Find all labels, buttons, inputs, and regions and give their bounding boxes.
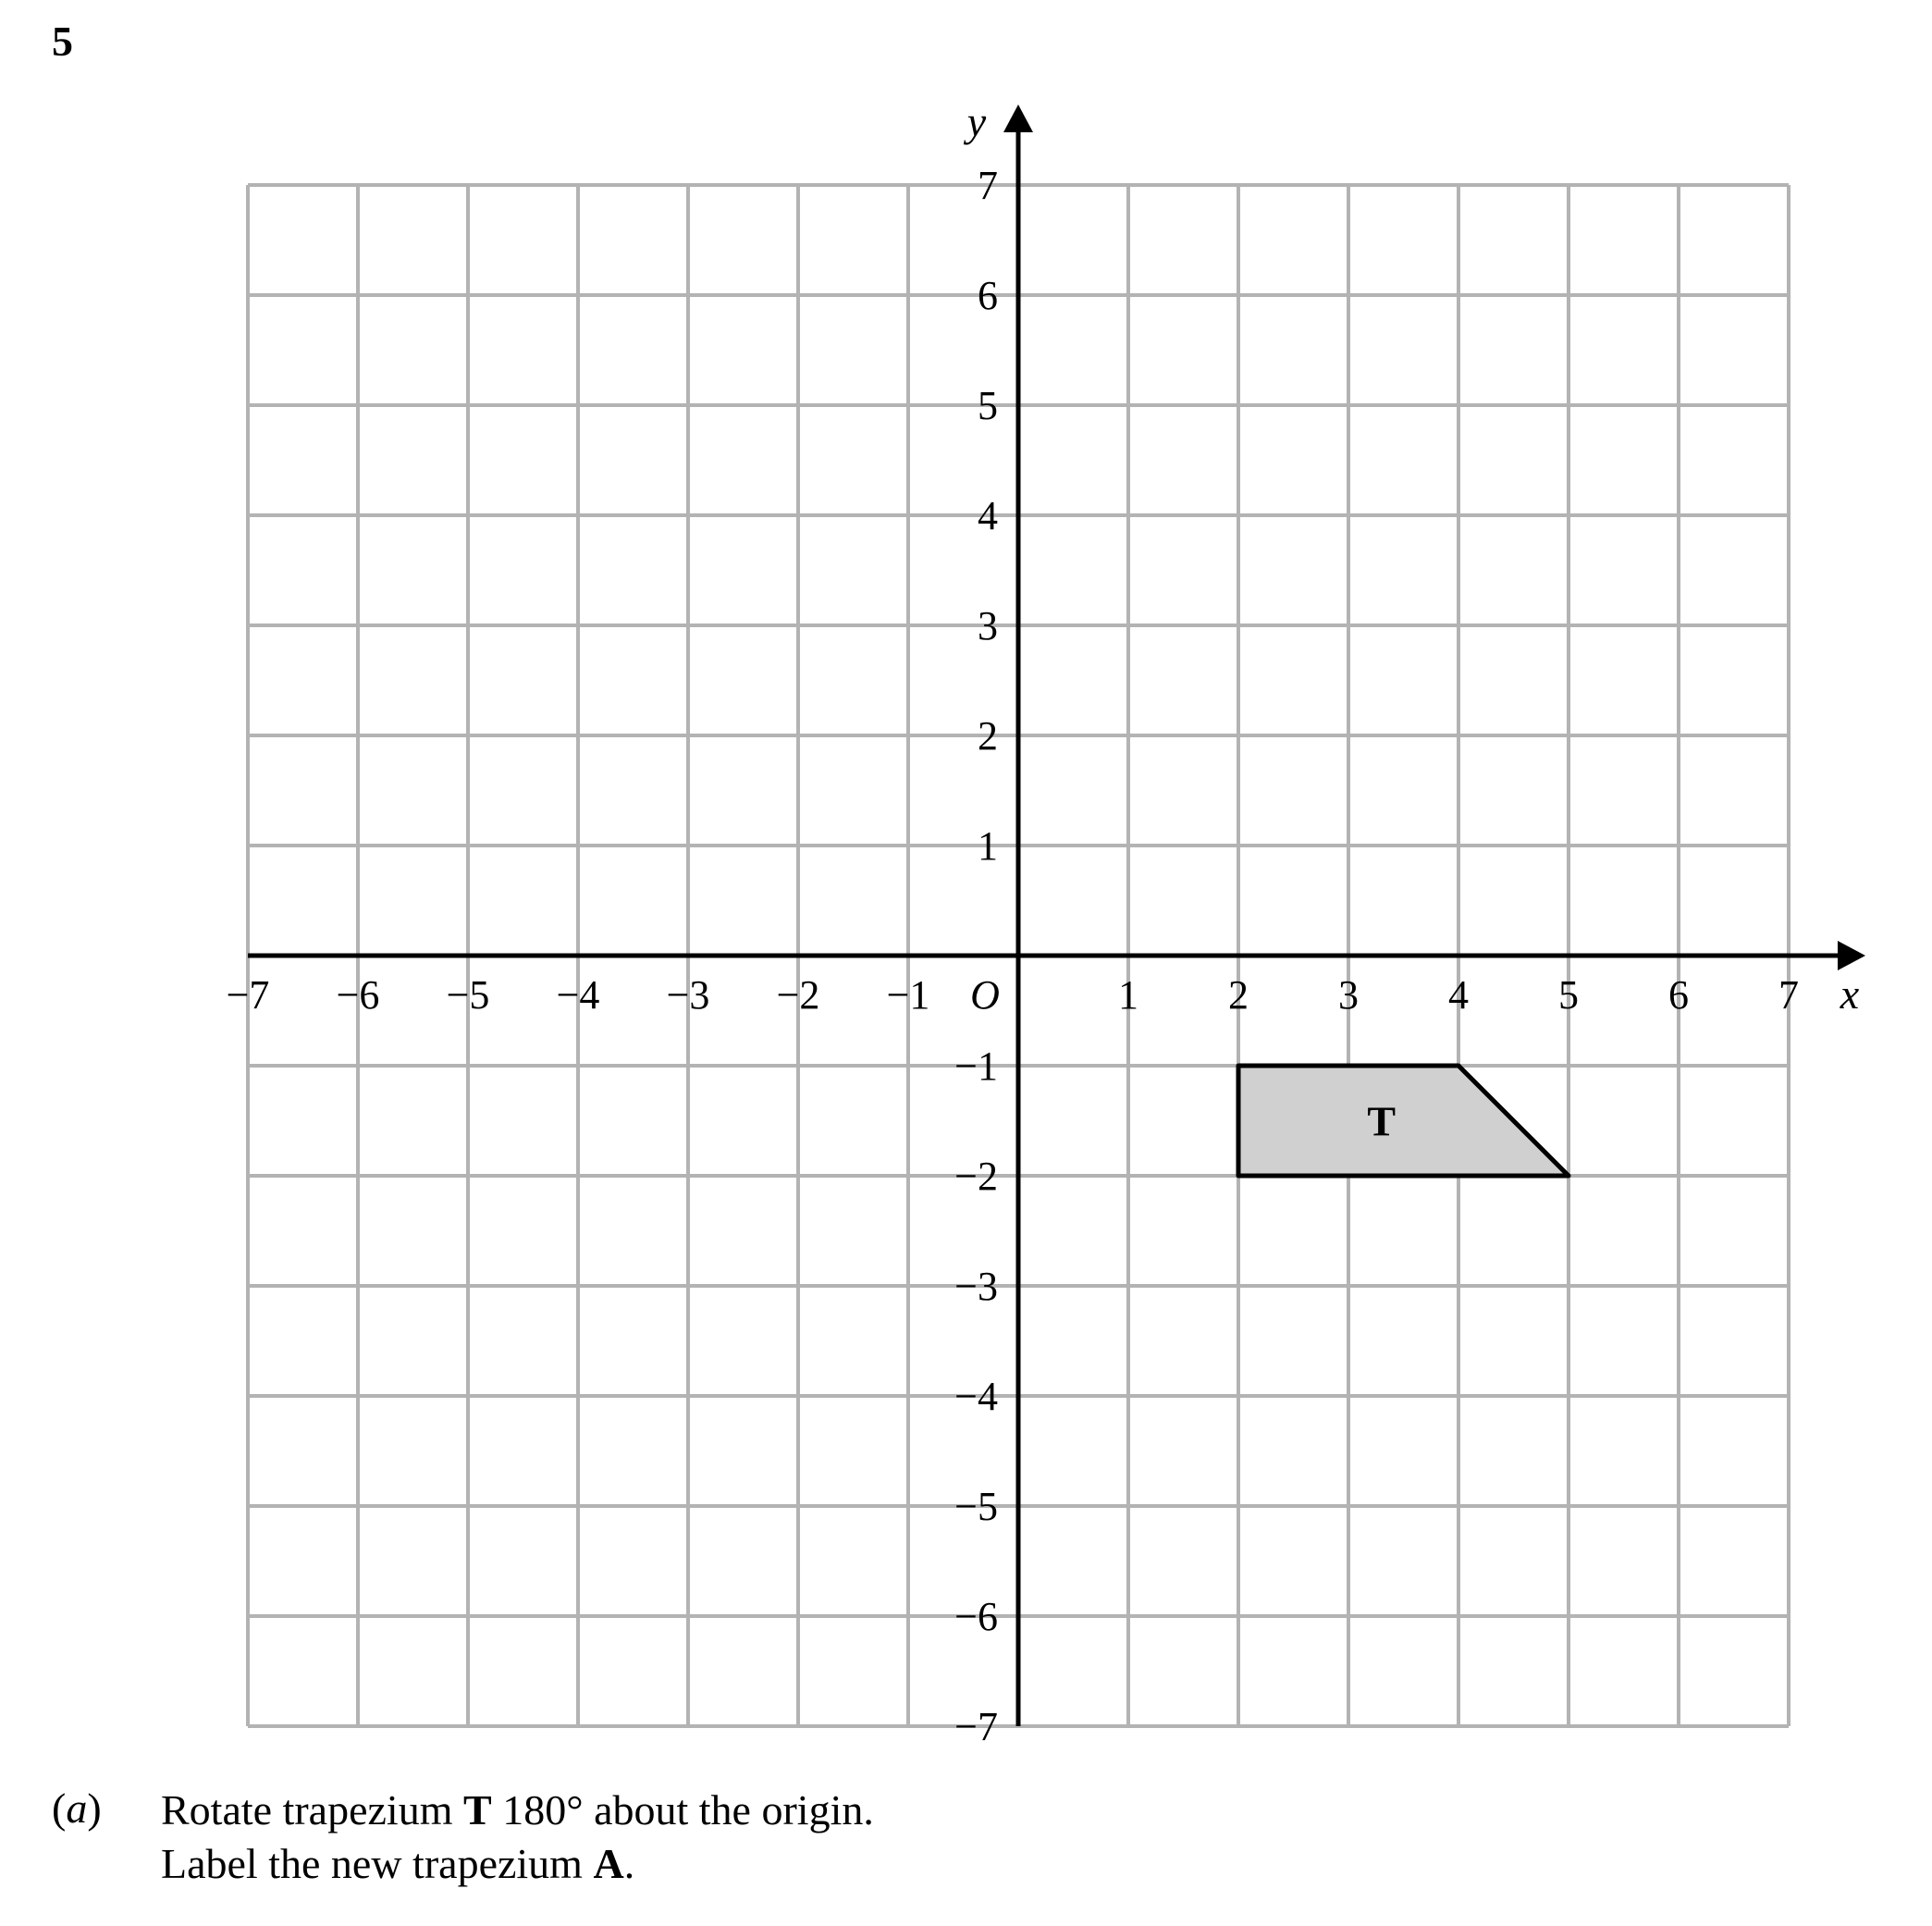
y-tick-label: −5 [954, 1484, 998, 1529]
trapezium-t-label: T [1367, 1097, 1397, 1145]
trapezium-t-ref: T [463, 1786, 492, 1833]
y-tick-label: −6 [954, 1594, 998, 1639]
x-tick-label: 3 [1338, 972, 1359, 1018]
x-tick-label: −6 [336, 972, 380, 1018]
x-tick-label: −2 [776, 972, 820, 1018]
x-tick-label: 4 [1448, 972, 1469, 1018]
x-tick-label: 2 [1228, 972, 1249, 1018]
y-tick-label: −2 [954, 1154, 998, 1199]
question-number: 5 [52, 18, 73, 65]
part-label: (a) [52, 1784, 102, 1832]
y-tick-label: 2 [978, 713, 998, 759]
trapezium-a-ref: A [593, 1840, 624, 1887]
y-tick-label: −4 [954, 1374, 998, 1419]
y-tick-label: 4 [978, 493, 998, 538]
x-tick-label: −1 [886, 972, 930, 1018]
x-tick-label: 5 [1558, 972, 1579, 1018]
x-tick-label: −4 [556, 972, 600, 1018]
axes-layer [248, 105, 1865, 1726]
x-tick-label: 7 [1778, 972, 1799, 1018]
origin-label: O [970, 972, 1000, 1018]
shape-layer [1238, 1066, 1569, 1176]
y-tick-label: 7 [978, 163, 998, 208]
instruction-line-1: Rotate trapezium T 180° about the origin. [161, 1786, 874, 1833]
x-axis-label: x [1840, 970, 1860, 1018]
part-letter: a [66, 1784, 88, 1832]
x-tick-label: 6 [1668, 972, 1689, 1018]
instruction-line-2: Label the new trapezium A. [161, 1840, 635, 1887]
tick-labels [227, 98, 1860, 1749]
x-tick-label: −3 [666, 972, 710, 1018]
x-axis-arrow-icon [1838, 941, 1865, 970]
y-tick-label: −7 [954, 1704, 998, 1749]
y-tick-label: 3 [978, 603, 998, 648]
x-tick-label: −7 [226, 972, 270, 1018]
y-tick-label: −3 [954, 1264, 998, 1309]
y-axis-arrow-icon [1003, 105, 1033, 132]
y-tick-label: −1 [954, 1043, 998, 1089]
instruction-text [161, 1784, 874, 1891]
x-tick-label: 1 [1118, 972, 1138, 1018]
x-tick-label: −5 [446, 972, 490, 1018]
y-tick-label: 6 [978, 273, 998, 318]
y-tick-label: 1 [978, 823, 998, 869]
y-axis-label: y [966, 98, 987, 145]
y-tick-label: 5 [978, 383, 998, 428]
trapezium-t [1238, 1066, 1569, 1176]
